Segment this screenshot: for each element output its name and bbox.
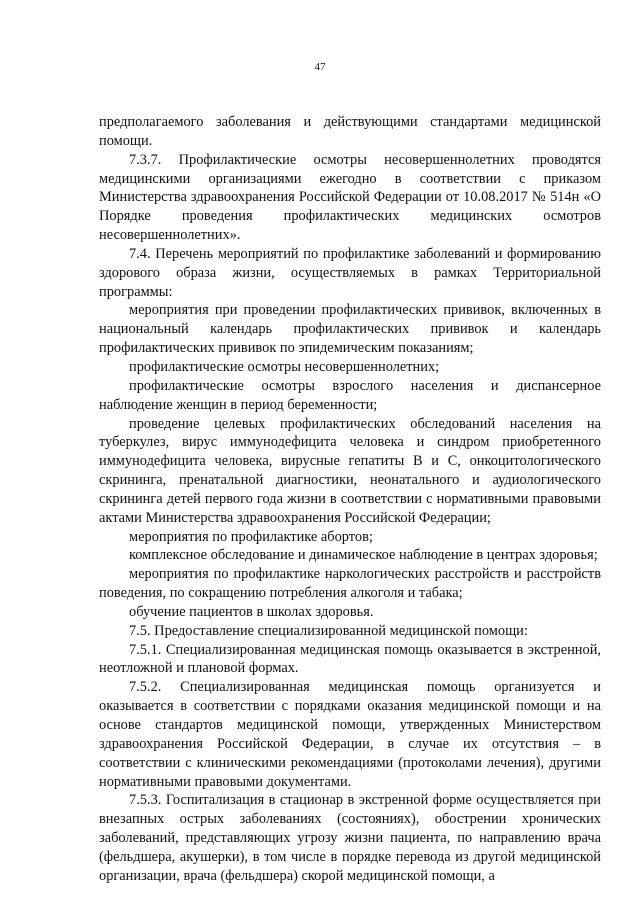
list-item-vaccinations: мероприятия при проведении профилактических прививок, включенных в национальный календарь профилактических прививок и календарь профилактических прививок по эпидемическим показаниям; [99,302,601,357]
list-item-narcological-prevention: мероприятия по профилактике наркологических расстройств и расстройств поведения, по сокращению потребления алкоголя и табака; [99,566,601,602]
list-item-abortion-prevention: мероприятия по профилактике абортов; [129,528,373,545]
list-item-health-centers: комплексное обследование и динамическое наблюдение в центрах здоровья; [129,547,598,564]
paragraph-7-5-2: 7.5.2. Специализированная медицинская помощь организуется и оказывается в соответствии с порядками оказания медицинской помощи и на основе стандартов медицинской помощи, утвержденных Министерством здравоохранения Российской Федерации, в случае их отсутствия – в соответствии с клиническими рекомендациями (протоколами лечения), другими нормативными правовыми документами. [99,679,601,790]
list-item-minors-checkups: профилактические осмотры несовершеннолетних; [129,358,440,375]
paragraph-7-5-1: 7.5.1. Специализированная медицинская помощь оказывается в экстренной, неотложной и плановой формах. [99,641,601,677]
paragraph-continuation: предполагаемого заболевания и действующими стандартами медицинской помощи. [99,114,601,149]
list-item-adult-checkups: профилактические осмотры взрослого населения и диспансерное наблюдение женщин в период беременности; [99,377,601,413]
paragraph-7-4: 7.4. Перечень мероприятий по профилактике заболеваний и формированию здорового образа жизни, осуществляемых в рамках Территориальной программы: [99,245,601,300]
paragraph-7-5: 7.5. Предоставление специализированной медицинской помощи: [129,622,528,639]
document-body [99,113,601,886]
list-item-targeted-screenings: проведение целевых профилактических обследований населения на туберкулез, вирус иммунодефицита человека и синдром приобретенного иммунодефицита человека, вирусные гепатиты B и C, онкоцитологического скрининга, пренатальной диагностики, неонатального и аудиологического скрининга детей первого года жизни в соответствии с нормативными правовыми актами Министерства здравоохранения Российской Федерации; [99,415,601,526]
paragraph-7-5-3: 7.5.3. Госпитализация в стационар в экстренной форме осуществляется при внезапных острых заболеваниях (состояниях), обострении хронических заболеваний, представляющих угрозу жизни пациента, по направлению врача (фельдшера, акушерки), в том числе в порядке перевода из другой медицинской организации, врача (фельдшера) скорой медицинской помощи, а [99,792,601,884]
list-item-health-schools: обучение пациентов в школах здоровья. [129,603,374,620]
page-number: 47 [314,61,326,73]
paragraph-7-3-7: 7.3.7. Профилактические осмотры несовершеннолетних проводятся медицинскими организациями ежегодно в соответствии с приказом Министерства здравоохранения Российской Федерации от 10.08.2017 № 514н «О Порядке проведения профилактических медицинских осмотров несовершеннолетних». [99,151,601,244]
